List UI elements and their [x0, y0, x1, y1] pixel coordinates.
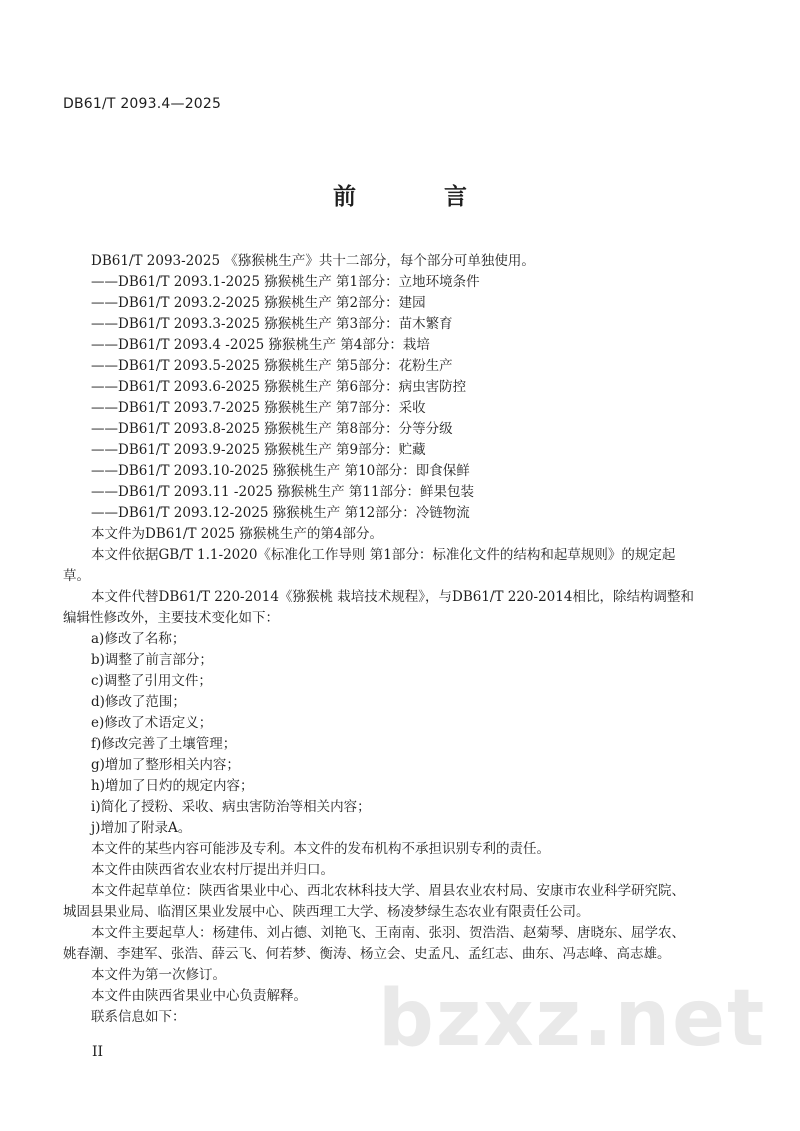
- replace-paragraph-line2: 编辑性修改外，主要技术变化如下：: [63, 610, 279, 626]
- watermark-logo: bzxz.net: [378, 974, 767, 1064]
- drafters-line2: 姚春潮、李建军、张浩、薛云飞、何若梦、衡涛、杨立会、史孟凡、孟红志、曲东、冯志峰、高志雄。: [63, 946, 671, 962]
- change-list-item: a)修改了名称；: [91, 631, 186, 647]
- part4-paragraph: 本文件为DB61/T 2025 猕猴桃生产的第4部分。: [91, 526, 384, 542]
- change-list-item: g)增加了整形相关内容；: [91, 757, 240, 773]
- part-list-item: ——DB61/T 2093.6-2025 猕猴桃生产 第6部分：病虫害防控: [91, 379, 467, 395]
- change-list-item: f)修改完善了土壤管理；: [91, 736, 237, 752]
- part-list-item: ——DB61/T 2093.2-2025 猕猴桃生产 第2部分：建园: [91, 295, 426, 311]
- drafting-units-line1: 本文件起草单位：陕西省果业中心、西北农林科技大学、眉县农业农村局、安康市农业科学研究院、: [91, 883, 685, 899]
- change-list-item: h)增加了日灼的规定内容；: [91, 778, 254, 794]
- replace-paragraph-line1: 本文件代替DB61/T 220-2014《猕猴桃 栽培技术规程》，与DB61/T 220-2014相比，除结构调整和: [91, 589, 694, 605]
- change-list-item: d)修改了范围；: [91, 694, 186, 710]
- part-list-item: ——DB61/T 2093.7-2025 猕猴桃生产 第7部分：采收: [91, 400, 426, 416]
- part-list-item: ——DB61/T 2093.3-2025 猕猴桃生产 第3部分：苗木繁育: [91, 316, 453, 332]
- part-list-item: ——DB61/T 2093.11 -2025 猕猴桃生产 第11部分：鲜果包装: [91, 484, 475, 500]
- change-list-item: i)简化了授粉、采收、病虫害防治等相关内容；: [91, 799, 371, 815]
- change-list-item: e)修改了术语定义；: [91, 715, 213, 731]
- part-list-item: ——DB61/T 2093.5-2025 猕猴桃生产 第5部分：花粉生产: [91, 358, 453, 374]
- change-list-item: c)调整了引用文件；: [91, 673, 212, 689]
- revision-paragraph: 本文件为第一次修订。: [91, 967, 226, 983]
- part-list-item: ——DB61/T 2093.10-2025 猕猴桃生产 第10部分：即食保鲜: [91, 463, 470, 479]
- patent-paragraph: 本文件的某些内容可能涉及专利。本文件的发布机构不承担识别专利的责任。: [91, 841, 550, 857]
- document-body: [63, 251, 721, 1028]
- change-list-item: b)调整了前言部分；: [91, 652, 213, 668]
- drafting-units-line2: 城固县果业局、临渭区果业发展中心、陕西理工大学、杨凌梦绿生态农业有限责任公司。: [63, 904, 590, 920]
- basis-paragraph-line2: 草。: [63, 568, 90, 584]
- standard-code: DB61/T 2093.4—2025: [63, 96, 222, 112]
- part-list-item: ——DB61/T 2093.4 -2025 猕猴桃生产 第4部分：栽培: [91, 337, 430, 353]
- change-list-item: j)增加了附录A。: [91, 820, 192, 836]
- proposed-paragraph: 本文件由陕西省农业农村厅提出并归口。: [91, 862, 334, 878]
- drafters-line1: 本文件主要起草人：杨建伟、刘占德、刘艳飞、王南南、张羽、贺浩浩、赵菊琴、唐晓东、屈学农、: [91, 925, 685, 941]
- explanation-paragraph: 本文件由陕西省果业中心负责解释。: [91, 988, 307, 1004]
- part-list-item: ——DB61/T 2093.9-2025 猕猴桃生产 第9部分：贮藏: [91, 442, 426, 458]
- page-title: 前 言: [332, 184, 507, 210]
- page-number: II: [92, 1044, 104, 1060]
- basis-paragraph-line1: 本文件依据GB/T 1.1-2020《标准化工作导则 第1部分：标准化文件的结构和起草规则》的规定起: [91, 547, 676, 563]
- contact-paragraph: 联系信息如下：: [91, 1009, 186, 1025]
- part-list-item: ——DB61/T 2093.8-2025 猕猴桃生产 第8部分：分等分级: [91, 421, 453, 437]
- part-list-item: ——DB61/T 2093.12-2025 猕猴桃生产 第12部分：冷链物流: [91, 505, 470, 521]
- intro-paragraph: DB61/T 2093-2025 《猕猴桃生产》共十二部分，每个部分可单独使用。: [91, 253, 535, 269]
- part-list-item: ——DB61/T 2093.1-2025 猕猴桃生产 第1部分：立地环境条件: [91, 274, 480, 290]
